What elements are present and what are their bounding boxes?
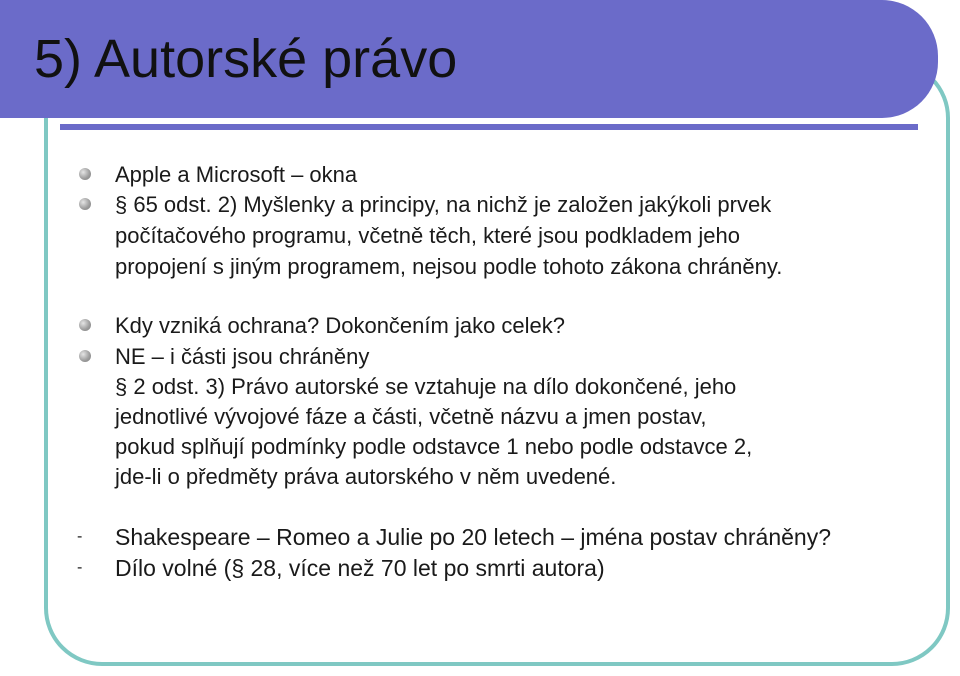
bullet-dot [79,198,91,210]
dash-item: Shakespeare – Romeo a Julie po 20 letech – jména postav chráněny? [115,524,832,550]
paragraph-line: pokud splňují podmínky podle odstavce 1 nebo podle odstavce 2, [115,434,753,459]
paragraph-line: jde-li o předměty práva autorského v něm uvedené. [115,464,617,489]
bullet-text-continuation: propojení s jiným programem, nejsou podle tohoto zákona chráněny. [115,254,783,279]
dash-marker: - [77,559,83,576]
bullet-text: Apple a Microsoft – okna [115,162,358,187]
bullet-text: § 65 odst. 2) Myšlenky a principy, na nichž je založen jakýkoli prvek [115,192,772,217]
bullet-dot [79,350,91,362]
bullet-text: NE – i části jsou chráněny [115,344,370,369]
dash-marker: - [77,528,83,545]
slide-title: 5) Autorské právo [34,29,458,89]
bullet-dot [79,168,91,180]
paragraph-line: § 2 odst. 3) Právo autorské se vztahuje na dílo dokončené, jeho [115,374,737,399]
bullet-text-continuation: počítačového programu, včetně těch, které jsou podkladem jeho [115,223,740,248]
bullet-text: Kdy vzniká ochrana? Dokončením jako celek? [115,313,566,338]
paragraph-line: jednotlivé vývojové fáze a části, včetně názvu a jmen postav, [115,404,707,429]
dash-item: Dílo volné (§ 28, více než 70 let po smrti autora) [115,555,605,581]
bullet-dot [79,319,91,331]
